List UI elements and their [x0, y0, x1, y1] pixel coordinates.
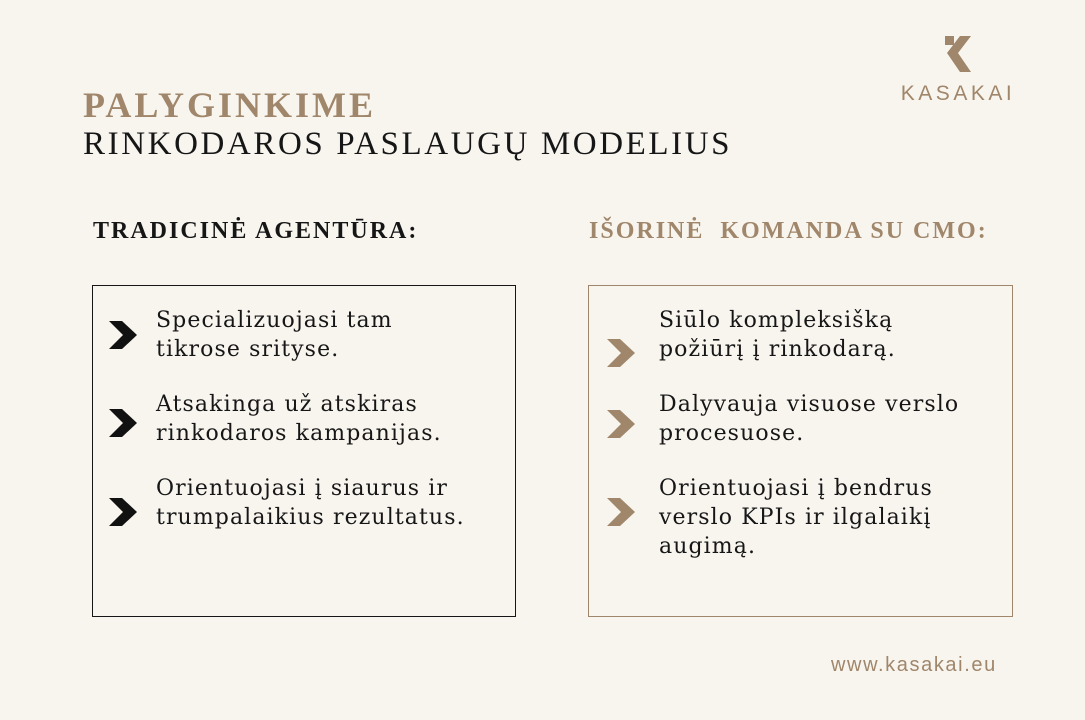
page-title-accent: PALYGINKIME [83, 85, 377, 125]
traditional-agency-box [92, 285, 516, 617]
list-item-text: Specializuojasi tam tikrose srityse. [156, 308, 393, 362]
brand-logo [892, 34, 1024, 106]
chevron-right-icon [107, 407, 139, 439]
list-item-text: Siūlo kompleksišką požiūrį į rinkodarą. [659, 308, 896, 362]
chevron-right-icon [605, 496, 637, 528]
list-item-text: Dalyvauja visuose verslo procesuose. [659, 392, 960, 446]
brand-name: KASAKAI [900, 82, 1016, 105]
chevron-right-icon [107, 319, 139, 351]
chevron-right-icon [605, 337, 637, 369]
external-team-box [588, 285, 1013, 617]
chevron-right-icon [107, 496, 139, 528]
list-item-text: Orientuojasi į siaurus ir trumpalaikius rezultatus. [156, 476, 465, 530]
website-link[interactable]: www.kasakai.eu [831, 654, 997, 676]
chevron-right-icon [605, 408, 637, 440]
list-item-text: Atsakinga už atskiras rinkodaros kampanijas. [156, 392, 442, 446]
page-title: RINKODAROS PASLAUGŲ MODELIUS [83, 126, 733, 162]
list-item-text: Orientuojasi į bendrus verslo KPIs ir ilgalaikį augimą. [659, 476, 933, 559]
left-column-heading: TRADICINĖ AGENTŪRA: [93, 218, 419, 244]
k-logo-icon [938, 34, 978, 74]
right-column-heading: IŠORINĖ KOMANDA SU CMO: [589, 218, 988, 244]
